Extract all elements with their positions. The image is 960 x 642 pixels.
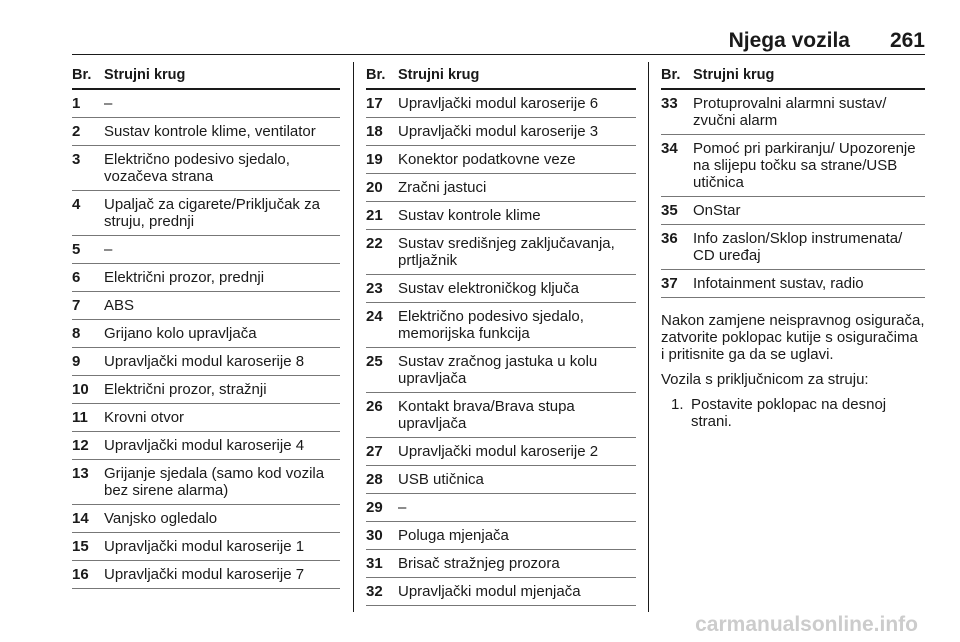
table-row	[366, 550, 636, 578]
header-rule	[72, 54, 925, 55]
circuit-name: –	[104, 241, 113, 258]
fuse-number: 29	[366, 499, 383, 516]
circuit-name: Kontakt brava/Brava stupa upravljača	[398, 398, 575, 432]
table-row	[366, 466, 636, 494]
fuse-number: 14	[72, 510, 89, 527]
table-row	[72, 146, 340, 191]
fuse-number: 17	[366, 95, 383, 112]
circuit-name: Sustav elektroničkog ključa	[398, 280, 579, 297]
header-num: Br.	[661, 67, 681, 83]
table-row	[72, 561, 340, 589]
table-row	[72, 348, 340, 376]
circuit-name: Upravljački modul karoserije 6	[398, 95, 599, 112]
column-divider	[353, 62, 354, 612]
circuit-name: Krovni otvor	[104, 409, 185, 426]
circuit-name: Pomoć pri parkiranju/ Upozorenje na slijepu točku sa strane/USB utičnica	[693, 140, 916, 191]
circuit-name: Upravljački modul mjenjača	[398, 583, 581, 600]
circuit-name: –	[104, 95, 113, 112]
table-row	[661, 270, 925, 298]
fuse-number: 32	[366, 583, 383, 600]
circuit-name: Brisač stražnjeg prozora	[398, 555, 560, 572]
fuse-number: 16	[72, 566, 89, 583]
circuit-name: Upravljački modul karoserije 7	[104, 566, 305, 583]
circuit-name: Upravljački modul karoserije 2	[398, 443, 599, 460]
fuse-number: 31	[366, 555, 383, 572]
fuse-number: 13	[72, 465, 89, 482]
circuit-name: USB utičnica	[398, 471, 484, 488]
circuit-name: Upravljački modul karoserije 8	[104, 353, 305, 370]
table-row	[72, 432, 340, 460]
table-row	[72, 236, 340, 264]
table-row	[72, 264, 340, 292]
fuse-number: 35	[661, 202, 678, 219]
table-row	[72, 505, 340, 533]
circuit-name: Info zaslon/Sklop instrumenata/ CD uređaj	[693, 230, 903, 264]
fuse-number: 9	[72, 353, 81, 370]
step-number: 1.	[671, 396, 684, 413]
watermark: carmanualsonline.info	[695, 613, 918, 636]
fuse-number: 24	[366, 308, 383, 325]
header-circuit: Strujni krug	[104, 67, 186, 83]
table-row	[366, 303, 636, 348]
page-title: Njega vozila	[728, 29, 850, 52]
table-row	[366, 578, 636, 606]
header-circuit: Strujni krug	[693, 67, 775, 83]
circuit-name: Vanjsko ogledalo	[104, 510, 218, 527]
fuse-number: 21	[366, 207, 383, 224]
fuse-number: 3	[72, 151, 81, 168]
table-row	[366, 522, 636, 550]
fuse-number: 28	[366, 471, 383, 488]
circuit-name: Sustav kontrole klime, ventilator	[104, 123, 316, 140]
fuse-number: 6	[72, 269, 81, 286]
column-divider	[648, 62, 649, 612]
instruction-paragraph: Vozila s priključnicom za struju:	[661, 371, 869, 388]
circuit-name: Grijanje sjedala (samo kod vozila bez sirene alarma)	[104, 465, 325, 499]
instruction-paragraph: Nakon zamjene neispravnog osigurača, zatvorite poklopac kutije s osiguračima i pritisnite ga da se uglavi.	[661, 312, 925, 363]
table-row	[366, 202, 636, 230]
circuit-name: Poluga mjenjača	[398, 527, 509, 544]
page-header	[72, 26, 925, 56]
table-header	[72, 62, 340, 90]
table-row	[366, 438, 636, 466]
circuit-name: Električni prozor, prednji	[104, 269, 265, 286]
fuse-number: 12	[72, 437, 89, 454]
table-row	[366, 275, 636, 303]
table-header	[661, 62, 925, 90]
circuit-name: Zračni jastuci	[398, 179, 487, 196]
table-row	[366, 146, 636, 174]
fuse-number: 30	[366, 527, 383, 544]
table-row	[366, 174, 636, 202]
fuse-table-column-2	[366, 62, 636, 606]
fuse-number: 23	[366, 280, 383, 297]
fuse-number: 25	[366, 353, 383, 370]
table-row	[72, 376, 340, 404]
fuse-number: 7	[72, 297, 81, 314]
header-circuit: Strujni krug	[398, 67, 480, 83]
circuit-name: Upravljački modul karoserije 3	[398, 123, 599, 140]
circuit-name: Sustav kontrole klime	[398, 207, 541, 224]
circuit-name: Konektor podatkovne veze	[398, 151, 576, 168]
fuse-number: 20	[366, 179, 383, 196]
circuit-name: Sustav zračnog jastuka u kolu upravljača	[398, 353, 598, 387]
page-number: 261	[889, 29, 925, 52]
table-row	[366, 118, 636, 146]
circuit-name: OnStar	[693, 202, 741, 219]
fuse-number: 26	[366, 398, 383, 415]
table-header	[366, 62, 636, 90]
fuse-number: 22	[366, 235, 383, 252]
circuit-name: ABS	[104, 297, 135, 314]
table-row	[72, 90, 340, 118]
table-row	[661, 197, 925, 225]
fuse-number: 33	[661, 95, 678, 112]
fuse-table-column-1	[72, 62, 340, 589]
table-row	[366, 90, 636, 118]
circuit-name: Infotainment sustav, radio	[693, 275, 864, 292]
table-row	[661, 90, 925, 135]
circuit-name: Električno podesivo sjedalo, vozačeva strana	[104, 151, 290, 185]
table-row	[72, 460, 340, 505]
fuse-number: 8	[72, 325, 81, 342]
circuit-name: Protuprovalni alarmni sustav/ zvučni alarm	[693, 95, 887, 129]
fuse-number: 1	[72, 95, 81, 112]
circuit-name: Sustav središnjeg zaključavanja, prtljažnik	[398, 235, 615, 269]
fuse-number: 37	[661, 275, 678, 292]
table-row	[72, 118, 340, 146]
circuit-name: –	[398, 499, 407, 516]
header-num: Br.	[366, 67, 386, 83]
fuse-table-column-3	[661, 62, 925, 430]
fuse-number: 4	[72, 196, 81, 213]
table-row	[72, 320, 340, 348]
header-num: Br.	[72, 67, 92, 83]
table-row	[366, 393, 636, 438]
table-row	[366, 494, 636, 522]
fuse-number: 36	[661, 230, 678, 247]
circuit-name: Upaljač za cigarete/Priključak za struju, prednji	[104, 196, 320, 230]
fuse-number: 18	[366, 123, 383, 140]
list-item	[671, 396, 925, 430]
fuse-number: 15	[72, 538, 89, 555]
table-row	[661, 135, 925, 197]
table-row	[72, 404, 340, 432]
fuse-number: 19	[366, 151, 383, 168]
table-row	[366, 230, 636, 275]
fuse-number: 2	[72, 123, 81, 140]
table-row	[661, 225, 925, 270]
table-row	[72, 533, 340, 561]
circuit-name: Električni prozor, stražnji	[104, 381, 267, 398]
fuse-number: 27	[366, 443, 383, 460]
fuse-number: 5	[72, 241, 81, 258]
table-row	[72, 191, 340, 236]
circuit-name: Električno podesivo sjedalo, memorijska funkcija	[398, 308, 584, 342]
circuit-name: Upravljački modul karoserije 4	[104, 437, 305, 454]
fuse-number: 11	[72, 409, 88, 426]
table-row	[366, 348, 636, 393]
fuse-number: 34	[661, 140, 678, 157]
step-text: Postavite poklopac na desnoj strani.	[691, 396, 887, 430]
table-row	[72, 292, 340, 320]
circuit-name: Grijano kolo upravljača	[104, 325, 257, 342]
circuit-name: Upravljački modul karoserije 1	[104, 538, 305, 555]
fuse-number: 10	[72, 381, 89, 398]
